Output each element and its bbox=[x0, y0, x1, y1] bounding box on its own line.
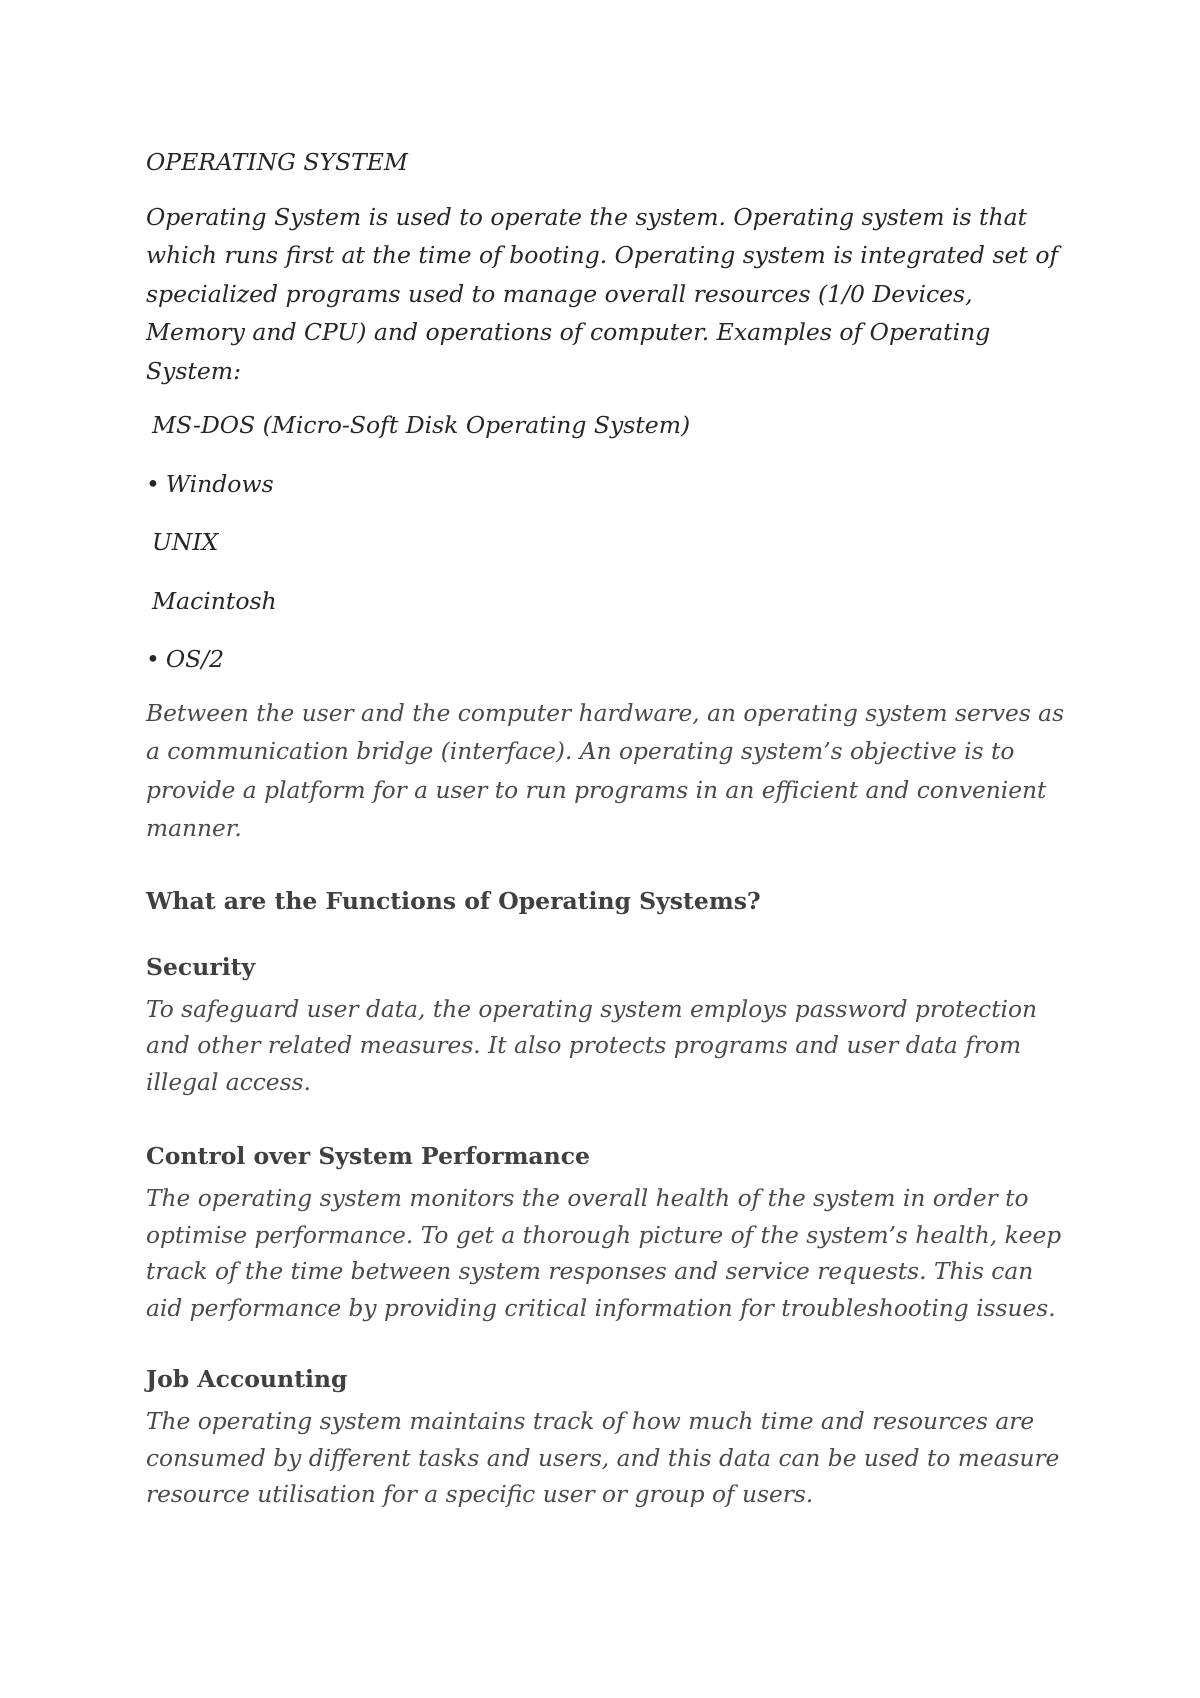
section-heading-performance: Control over System Performance bbox=[146, 1142, 591, 1170]
list-item-text: Macintosh bbox=[152, 586, 277, 615]
list-item-text: Windows bbox=[165, 469, 274, 498]
examples-list bbox=[146, 406, 1076, 679]
document-title: OPERATING SYSTEM bbox=[146, 148, 408, 176]
document-page bbox=[146, 143, 1076, 1514]
list-item bbox=[146, 640, 1076, 679]
section-body-performance: The operating system monitors the overall health of the system in order to optimise performance. To get a thorough picture of the system’s health, keep track of the time between system responses and service requests. This can aid performance by providing critical information for troubleshooting issues. bbox=[146, 1185, 1062, 1322]
section-heading-security: Security bbox=[146, 952, 256, 981]
section-heading-job-accounting: Job Accounting bbox=[146, 1365, 348, 1393]
list-item bbox=[146, 406, 1076, 445]
list-item bbox=[146, 582, 1076, 621]
list-item-text: MS-DOS (Micro-Soft Disk Operating System) bbox=[152, 411, 691, 439]
list-item-text: UNIX bbox=[152, 528, 219, 556]
list-item-text: OS/2 bbox=[165, 645, 225, 673]
bullet-icon: • bbox=[146, 645, 160, 673]
list-item bbox=[146, 523, 1076, 562]
section-body-job-accounting: The operating system maintains track of how much time and resources are consumed by different tasks and users, and this data can be used to measure resource utilisation for a specific user or group of users. bbox=[146, 1408, 1060, 1508]
intro-paragraph: Operating System is used to operate the system. Operating system is that which runs first at the time of booting. Operating system is integrated set of specialized programs used to manage overall resources (1/0 Devices, Memory and CPU) and operations of computer. Examples of Operating System: bbox=[146, 202, 1059, 385]
bullet-icon: • bbox=[146, 469, 160, 498]
section-body-security: To safeguard user data, the operating system employs password protection and other related measures. It also protects programs and user data from illegal access. bbox=[146, 995, 1038, 1096]
functions-heading: What are the Functions of Operating Systems? bbox=[146, 886, 761, 915]
bridge-paragraph: Between the user and the computer hardware, an operating system serves as a communication bridge (interface). An operating system’s objective is to provide a platform for a user to run programs in an efficient and convenient manner. bbox=[146, 699, 1065, 842]
list-item bbox=[146, 465, 1076, 504]
